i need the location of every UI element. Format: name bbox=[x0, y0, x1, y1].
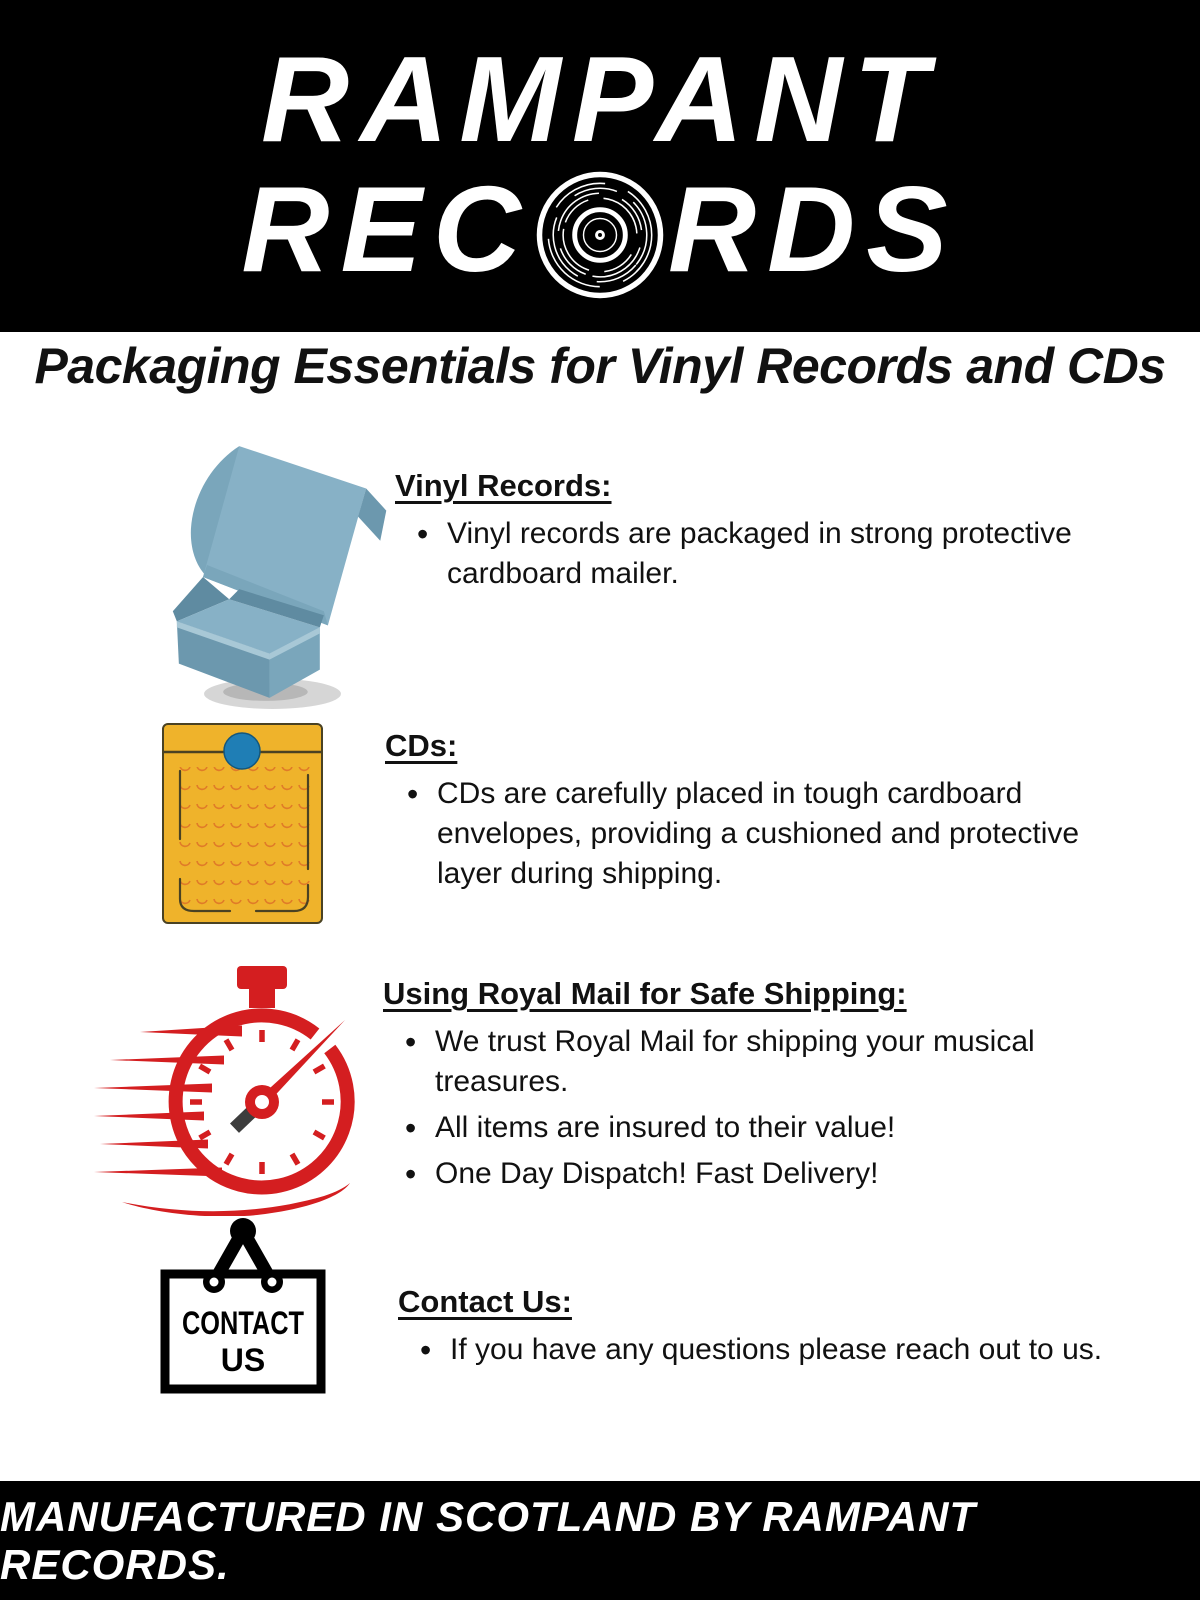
padded-envelope-svg bbox=[160, 720, 325, 927]
header-banner bbox=[0, 0, 1200, 332]
footer-banner bbox=[0, 1481, 1200, 1600]
section-contact-us bbox=[398, 1283, 1143, 1376]
contact-sign-line2: US bbox=[220, 1342, 266, 1378]
bullet-item: • We trust Royal Mail for shipping your musical treasures. bbox=[383, 1022, 1128, 1102]
bullet-item: • Vinyl records are packaged in strong protective cardboard mailer. bbox=[395, 514, 1140, 594]
section-heading-royal-mail: Using Royal Mail for Safe Shipping: bbox=[383, 976, 907, 1011]
bullet-list-vinyl-records bbox=[395, 514, 1140, 594]
page-title: Packaging Essentials for Vinyl Records and CDs bbox=[34, 338, 1166, 394]
contact-sign-line1: CONTACT bbox=[182, 1305, 305, 1341]
mailer-box-svg bbox=[145, 424, 400, 716]
contact-us-sign-icon bbox=[150, 1216, 336, 1398]
bullet-list-royal-mail bbox=[383, 1022, 1128, 1195]
section-heading-cds: CDs: bbox=[385, 728, 458, 763]
bullet-item: • All items are insured to their value! bbox=[383, 1108, 1128, 1148]
stopwatch-svg bbox=[92, 962, 366, 1216]
bullet-item: • One Day Dispatch! Fast Delivery! bbox=[383, 1154, 1128, 1194]
logo-line2-left: REC bbox=[241, 161, 532, 298]
contact-us-sign-svg bbox=[150, 1216, 336, 1398]
logo-line1: RAMPANT bbox=[261, 30, 939, 167]
padded-envelope-icon bbox=[160, 720, 325, 927]
stopwatch-icon bbox=[92, 962, 366, 1216]
vinyl-record-icon bbox=[534, 169, 666, 301]
section-vinyl-records bbox=[395, 467, 1140, 600]
section-heading-contact-us: Contact Us: bbox=[398, 1284, 572, 1319]
bullet-list-contact-us bbox=[398, 1330, 1143, 1370]
logo-line2-right: RDS bbox=[668, 161, 959, 298]
section-heading-vinyl-records: Vinyl Records: bbox=[395, 468, 612, 503]
footer-text: MANUFACTURED IN SCOTLAND BY RAMPANT RECORDS. bbox=[0, 1492, 977, 1588]
logo-line2 bbox=[241, 161, 959, 298]
bullet-list-cds bbox=[385, 774, 1130, 895]
section-royal-mail bbox=[383, 975, 1128, 1201]
section-cds bbox=[385, 727, 1130, 900]
mailer-box-icon bbox=[145, 424, 400, 716]
bullet-item: • If you have any questions please reach out to us. bbox=[398, 1330, 1143, 1370]
bullet-item: • CDs are carefully placed in tough cardboard envelopes, providing a cushioned and protective layer during shipping. bbox=[385, 774, 1130, 895]
vinyl-record-svg bbox=[534, 169, 666, 301]
